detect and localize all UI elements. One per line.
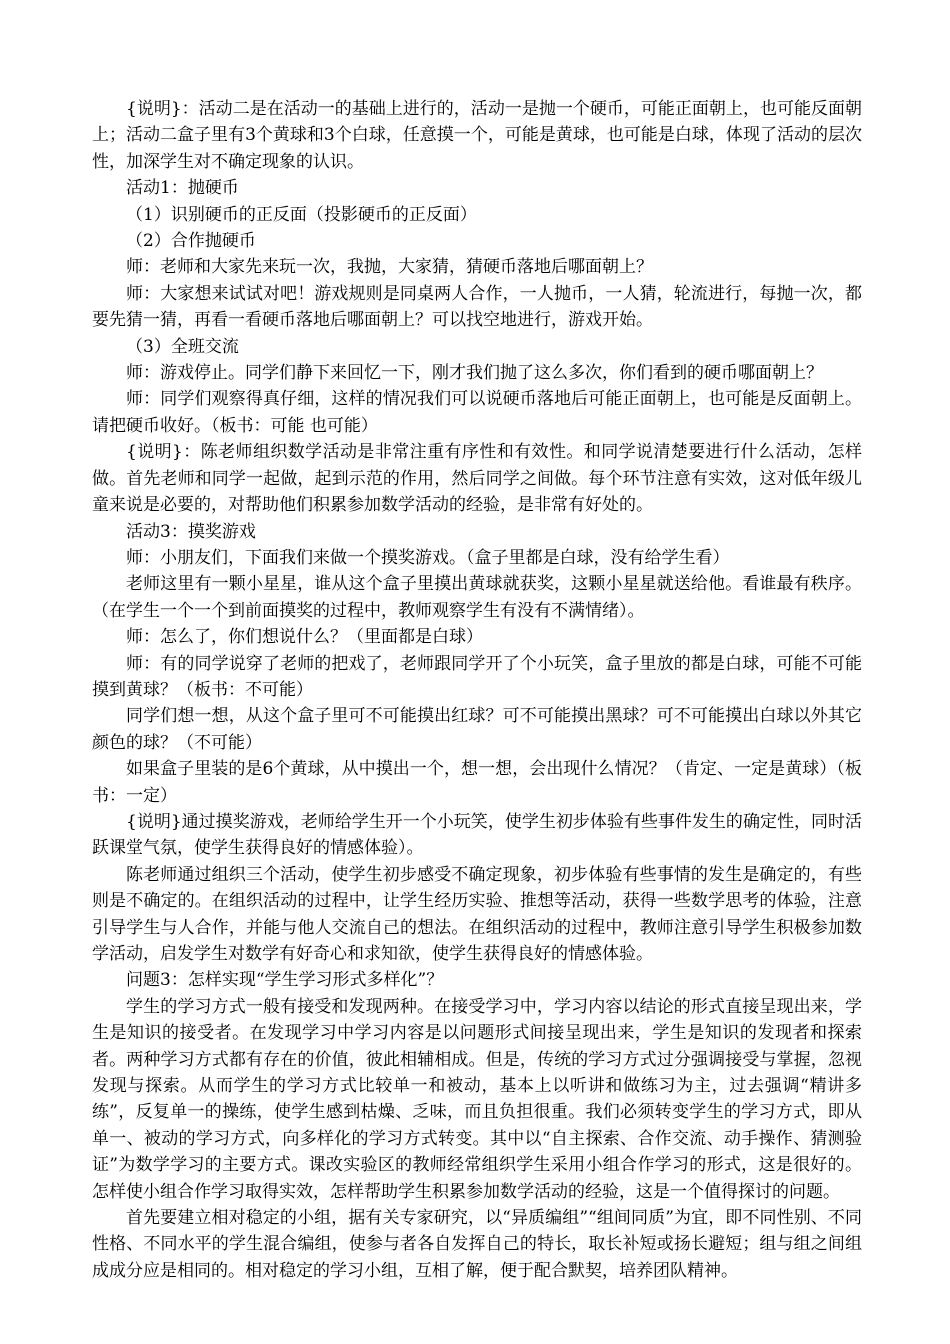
paragraph-groups: 首先要建立相对稳定的小组，据有关专家研究，以“异质编组”“组间同质”为宜，即不同性别、不同性格、不同水平的学生混合编组，使参与者各自发挥自己的特长，取长补短或扬长避短；组与组之间组成成分应是相同的。相对稳定的学习小组，互相了解，便于配合默契，培养团队精神。 [92,1208,862,1281]
paragraph-teacher-5: 师：小朋友们，下面我们来做一个摸奖游戏。（盒子里都是白球，没有给学生看） [126,547,730,568]
paragraph-note-order: {说明}：陈老师组织数学活动是非常注重有序性和有效性。和同学说清楚要进行什么活动，怎样做。首先老师和同学一起做，起到示范的作用，然后同学之间做。每个环节注意有实效，这对低年级儿童来说是必要的，对帮助他们积累参加数学活动的经验，是非常有好处的。 [92,442,862,516]
paragraph-teacher-6: 师：怎么了，你们想说什么？（里面都是白球） [126,627,483,648]
paragraph-think-1: 同学们想一想，从这个盒子里可不可能摸出红球？可不可能摸出黑球？可不可能摸出白球以外其它颜色的球？（不可能） [92,706,862,753]
paragraph-step-1: （1）识别硬币的正反面（投影硬币的正反面） [126,204,477,225]
paragraph-teacher-1: 师：老师和大家先来玩一次，我抛，大家猜，猜硬币落地后哪面朝上？ [126,257,653,278]
paragraph-learning-methods: 学生的学习方式一般有接受和发现两种。在接受学习中，学习内容以结论的形式直接呈现出来，学生是知识的接受者。在发现学习中学习内容是以问题形式间接呈现出来，学生是知识的发现者和探索者。两种学习方式都有存在的价值，彼此相辅相成。但是，传统的学习方式过分强调接受与掌握，忽视发现与探索。从而学生的学习方式比较单一和被动，基本上以听讲和做练习为主，过去强调“精讲多练”，反复单一的操练，使学生感到枯燥、乏味，而且负担很重。我们必须转变学生的学习方式，即从单一、被动的学习方式，向多样化的学习方式转变。其中以“自主探索、合作交流、动手操作、猜测验证”为数学学习的主要方式。课改实验区的教师经常组织学生采用小组合作学习的形式，这是很好的。怎样使小组合作学习取得实效，怎样帮助学生积累参加数学活动的经验，这是一个值得探讨的问题。 [92,996,862,1202]
paragraph-note-activity-two: {说明}：活动二是在活动一的基础上进行的，活动一是抛一个硬币，可能正面朝上，也可能反面朝上；活动二盒子里有3个黄球和3个白球，任意摸一个，可能是黄球，也可能是白球，体现了活动的层次性，加深学生对不确定现象的认识。 [92,99,862,172]
paragraph-summary: 陈老师通过组织三个活动，使学生初步感受不确定现象，初步体验有些事情的发生是确定的，有些则是不确定的。在组织活动的过程中，让学生经历实验、推想等活动，获得一些数学思考的体验，注意引导学生与人合作，并能与他人交流自己的想法。在组织活动的过程中，教师注意引导学生积极参加数学活动，启发学生对数学有好奇心和求知欲，使学生获得良好的情感体验。 [92,864,862,964]
document-body [92,96,862,1284]
paragraph-think-2: 如果盒子里装的是6个黄球，从中摸出一个，想一想，会出现什么情况？（肯定、一定是黄球）（板书：一定） [92,759,862,806]
paragraph-question-3: 问题3：怎样实现“学生学习形式多样化”？ [126,970,444,991]
paragraph-activity-3-heading: 活动3：摸奖游戏 [126,521,256,542]
paragraph-step-2: （2）合作抛硬币 [126,231,256,252]
paragraph-note-game: {说明}通过摸奖游戏，老师给学生开一个小玩笑，使学生初步体验有些事件发生的确定性，同时活跃课堂气氛，使学生获得良好的情感体验）。 [92,811,862,859]
paragraph-teacher-2: 师：大家想来试试对吧！游戏规则是同桌两人合作，一人抛币，一人猜，轮流进行，每抛一次，都要先猜一猜，再看一看硬币落地后哪面朝上？可以找空地进行，游戏开始。 [92,283,862,331]
paragraph-activity-1-heading: 活动1：抛硬币 [126,178,239,199]
paragraph-teacher-3: 师：游戏停止。同学们静下来回忆一下，刚才我们抛了这么多次，你们看到的硬币哪面朝上？ [126,363,823,384]
paragraph-teacher-4: 师：同学们观察得真仔细，这样的情况我们可以说硬币落地后可能正面朝上，也可能是反面朝上。请把硬币收好。（板书：可能 也可能） [92,389,862,436]
paragraph-step-3: （3）全班交流 [126,336,239,357]
paragraph-teacher-7: 师：有的同学说穿了老师的把戏了，老师跟同学开了个小玩笑，盒子里放的都是白球，可能不可能摸到黄球？（板书：不可能） [92,653,862,700]
paragraph-star-prize: 老师这里有一颗小星星，谁从这个盒子里摸出黄球就获奖，这颗小星星就送给他。看谁最有秩序。（在学生一个一个到前面摸奖的过程中，教师观察学生有没有不满情绪）。 [92,574,862,621]
